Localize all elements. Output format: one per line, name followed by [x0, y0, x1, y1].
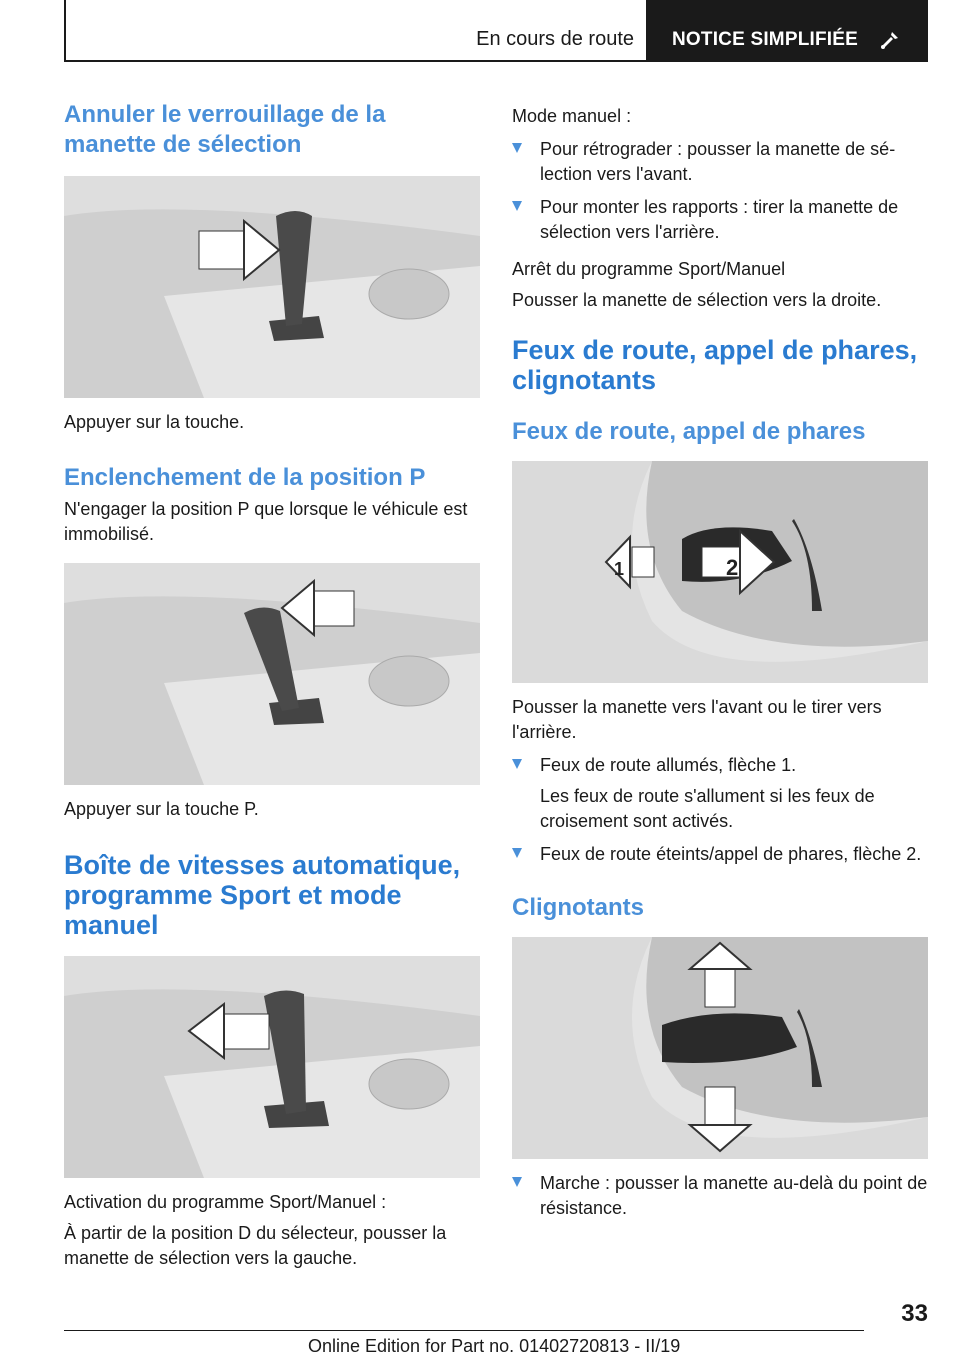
bullet-triangle-icon — [512, 143, 522, 153]
figure-stalk-high-beam — [512, 461, 928, 683]
text-press-p: Appuyer sur la touche P. — [64, 799, 259, 819]
page-number: 33 — [901, 1300, 928, 1327]
bullet-upshift — [512, 195, 928, 245]
bullet-high-beam-on — [512, 753, 928, 778]
bullet-downshift-text: Pour rétrograder : pousser la manette de sélection vers l'avant. — [540, 139, 896, 184]
page-header — [64, 0, 928, 64]
bullet-turn-signal-on-text: Marche : pousser la manette au-delà du point de résistance. — [540, 1173, 928, 1218]
figure-label-1: 1 — [614, 559, 625, 579]
bullet-triangle-icon — [512, 201, 522, 211]
footer-divider — [64, 1330, 864, 1331]
heading-turn-signals: Clignotants — [512, 894, 644, 921]
bullet-turn-signal-on — [512, 1171, 928, 1221]
text-press-button: Appuyer sur la touche. — [64, 412, 245, 432]
bullet-triangle-icon — [512, 848, 522, 858]
right-column — [512, 100, 928, 1221]
heading-unlock-selector: Annuler le verrouillage de la manette de sélection — [64, 101, 386, 158]
figure-stalk-turn-signal — [512, 937, 928, 1159]
heading-high-beam: Feux de route, appel de phares — [512, 418, 866, 445]
figure-selector-lever-unlock — [64, 176, 480, 398]
bullet-high-beam-off — [512, 842, 928, 867]
text-engage-p: N'engager la position P que lorsque le véhicule est immobilisé. — [64, 499, 468, 544]
text-activation-sport: Activation du programme Sport/Manuel : — [64, 1192, 387, 1212]
text-stop-sport: Arrêt du programme Sport/Manuel — [512, 259, 786, 279]
figure-selector-lever-p — [64, 563, 480, 785]
bullet-high-beam-on-text: Feux de route allumés, flèche 1. — [540, 755, 797, 775]
header-section-box — [64, 0, 648, 62]
heading-automatic-gearbox: Boîte de vitesses automatique, programme Sport et mode manuel — [64, 850, 461, 940]
text-push-pull-stalk: Pousser la manette vers l'avant ou le tirer vers l'arrière. — [512, 697, 882, 742]
bullet-triangle-icon — [512, 759, 522, 769]
text-manual-mode: Mode manuel : — [512, 106, 632, 126]
figure-label-2: 2 — [726, 555, 739, 580]
header-badge — [648, 0, 928, 62]
wrench-icon — [878, 30, 900, 52]
bullet-downshift — [512, 137, 928, 187]
left-column — [64, 100, 480, 1271]
bullet-high-beam-off-text: Feux de route éteints/appel de phares, flèche 2. — [540, 844, 922, 864]
heading-engage-p: Enclenchement de la position P — [64, 464, 426, 491]
text-push-left: À partir de la position D du sélecteur, pousser la manette de sélection vers la gauche. — [64, 1223, 447, 1268]
text-high-beam-note: Les feux de route s'allument si les feux de croisement sont activés. — [540, 786, 875, 831]
header-section-title: En cours de route — [476, 28, 634, 50]
footer-edition: Online Edition for Part no. 01402720813 - II/19 — [308, 1336, 681, 1356]
bullet-triangle-icon — [512, 1177, 522, 1187]
figure-selector-lever-left — [64, 956, 480, 1178]
bullet-upshift-text: Pour monter les rapports : tirer la manette de sélection vers l'arrière. — [540, 197, 899, 242]
text-push-right: Pousser la manette de sélection vers la droite. — [512, 290, 882, 310]
header-badge-label: NOTICE SIMPLIFIÉE — [672, 29, 859, 50]
heading-headlights: Feux de route, appel de phares, clignotants — [512, 335, 918, 395]
